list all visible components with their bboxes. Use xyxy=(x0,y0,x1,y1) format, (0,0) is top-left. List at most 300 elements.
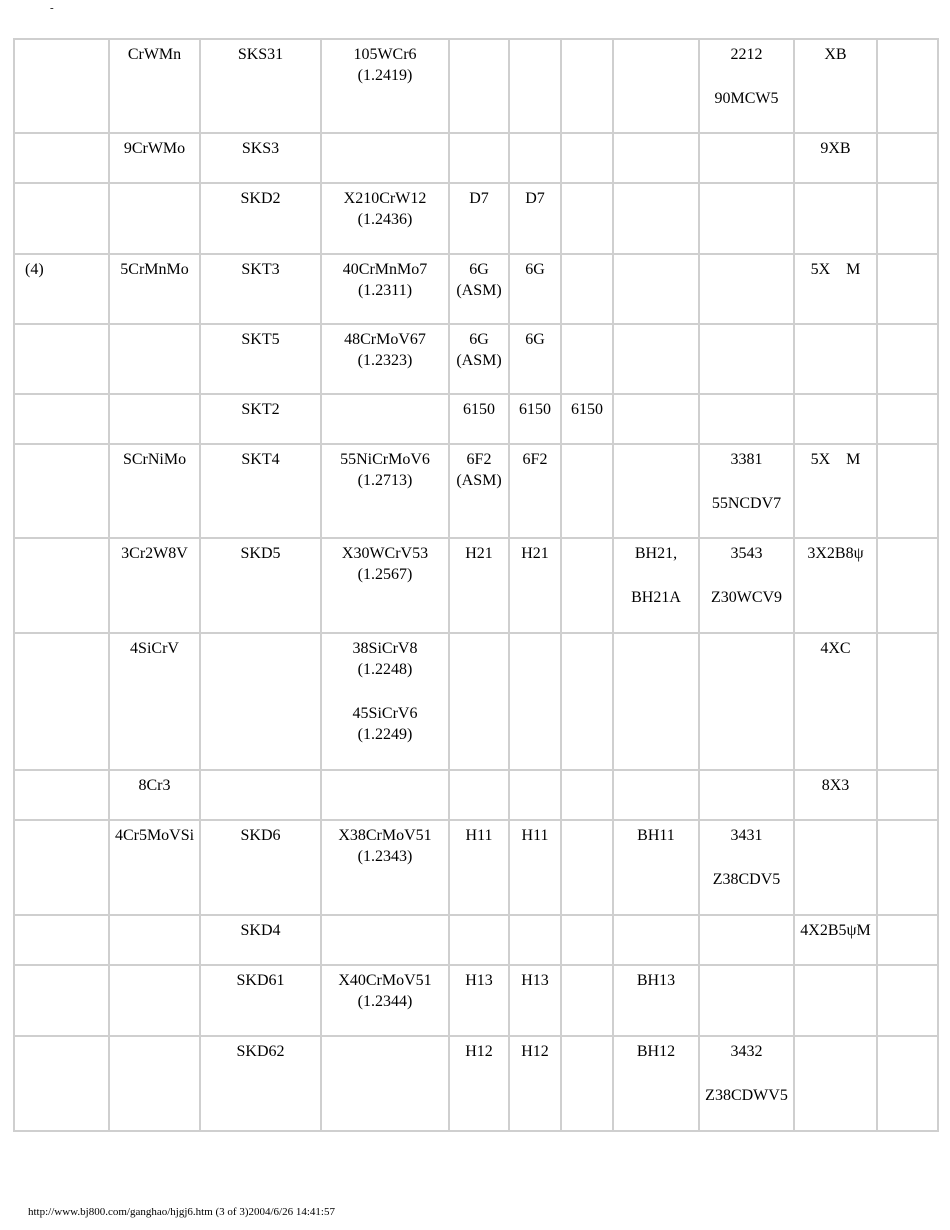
cell-line: (ASM) xyxy=(456,282,502,299)
cell-bs xyxy=(614,916,700,966)
cell-line xyxy=(25,188,107,211)
cell-bs xyxy=(614,445,700,539)
cell-line xyxy=(563,138,611,161)
cell-line xyxy=(563,920,611,943)
cell-astm xyxy=(450,634,510,771)
cell-jis xyxy=(201,966,322,1037)
cell-din xyxy=(322,771,450,821)
cell-din xyxy=(322,539,450,634)
table-row xyxy=(15,916,939,966)
cell-jis xyxy=(201,916,322,966)
cell-line: BH11 xyxy=(637,827,675,844)
cell-sae xyxy=(562,184,614,255)
cell-line xyxy=(879,543,936,566)
cell-aisi xyxy=(510,40,562,134)
cell-group xyxy=(15,1037,110,1132)
cell-line xyxy=(563,259,611,282)
cell-line xyxy=(451,920,507,943)
cell-bs xyxy=(614,821,700,916)
cell-astm xyxy=(450,445,510,539)
cell-line xyxy=(451,638,507,661)
cell-line: SKD4 xyxy=(240,922,281,939)
cell-bs xyxy=(614,539,700,634)
cell-line: 2212 xyxy=(730,46,763,63)
cell-line xyxy=(701,970,792,993)
cell-sae xyxy=(562,395,614,445)
cell-line: 6F2 xyxy=(522,451,548,468)
cell-aisi xyxy=(510,184,562,255)
cell-line: H21 xyxy=(465,545,493,562)
cell-din xyxy=(322,40,450,134)
cell-sae xyxy=(562,966,614,1037)
cell-line: (1.2567) xyxy=(357,566,413,583)
cell-line: (1.2311) xyxy=(357,282,413,299)
cell-nf xyxy=(700,966,795,1037)
cell-extra xyxy=(878,1037,939,1132)
cell-extra xyxy=(878,40,939,134)
cell-line xyxy=(796,188,875,211)
cell-din xyxy=(322,134,450,184)
cell-line xyxy=(323,399,447,422)
cell-aisi xyxy=(510,916,562,966)
cell-jis xyxy=(201,539,322,634)
cell-line: 3X2B8ψ xyxy=(807,545,864,562)
cell-line xyxy=(323,1041,447,1064)
cell-gost xyxy=(795,395,878,445)
cell-nf xyxy=(700,325,795,395)
cell-jis xyxy=(201,771,322,821)
cell-nf xyxy=(700,1037,795,1132)
cell-line xyxy=(615,920,697,943)
cell-line xyxy=(511,44,559,67)
cell-line xyxy=(511,138,559,161)
cell-nf xyxy=(700,40,795,134)
cell-line xyxy=(615,188,697,211)
cell-line: BH13 xyxy=(636,972,676,989)
cell-line xyxy=(25,44,107,67)
cell-gost xyxy=(795,771,878,821)
cell-line xyxy=(615,259,697,282)
cell-line xyxy=(879,44,936,67)
cell-line xyxy=(202,775,319,798)
cell-line: 8X3 xyxy=(821,777,850,794)
cell-line xyxy=(25,638,107,661)
cell-line: D7 xyxy=(525,190,545,207)
cell-line: SKD5 xyxy=(240,545,281,562)
cell-line: D7 xyxy=(469,190,489,207)
cell-jis xyxy=(201,445,322,539)
cell-line xyxy=(111,970,198,993)
cell-line: CrWMn xyxy=(127,46,182,63)
cell-line: 38SiCrV8 xyxy=(352,640,418,657)
cell-line xyxy=(511,638,559,661)
cell-gost xyxy=(795,255,878,325)
cell-jis xyxy=(201,255,322,325)
cell-sae xyxy=(562,916,614,966)
cell-line: (1.2713) xyxy=(357,472,413,489)
cell-line xyxy=(323,775,447,798)
cell-line: BH21A xyxy=(631,589,681,606)
cell-group xyxy=(15,539,110,634)
cell-bs xyxy=(614,634,700,771)
cell-line xyxy=(202,638,319,661)
cell-line: 6150 xyxy=(571,401,603,418)
cell-extra xyxy=(878,184,939,255)
cell-line: 6G xyxy=(525,331,545,348)
cell-nf xyxy=(700,539,795,634)
cell-line xyxy=(25,825,107,848)
cell-line xyxy=(615,329,697,352)
cell-line: SKT4 xyxy=(241,451,280,468)
cell-line: 6F2 xyxy=(466,451,492,468)
cell-aisi xyxy=(510,255,562,325)
cell-astm xyxy=(450,1037,510,1132)
cell-line xyxy=(451,44,507,67)
cell-line xyxy=(111,920,198,943)
cell-aisi xyxy=(510,966,562,1037)
cell-gost xyxy=(795,134,878,184)
page-top-mark: - xyxy=(50,2,54,14)
cell-extra xyxy=(878,255,939,325)
cell-sae xyxy=(562,40,614,134)
cell-line: XB xyxy=(824,46,847,63)
cell-line xyxy=(111,188,198,211)
cell-line xyxy=(615,449,697,472)
cell-aisi xyxy=(510,771,562,821)
cell-gb-grade xyxy=(110,325,201,395)
cell-line: (1.2323) xyxy=(357,352,413,369)
cell-line xyxy=(701,138,792,161)
cell-bs xyxy=(614,255,700,325)
cell-line xyxy=(701,775,792,798)
cell-line: X30WCrV53 xyxy=(341,545,429,562)
cell-line: 3543 xyxy=(730,545,763,562)
cell-group xyxy=(15,445,110,539)
cell-line: Z38CDWV5 xyxy=(705,1087,788,1104)
cell-line xyxy=(25,920,107,943)
cell-line: X40CrMoV51 xyxy=(338,972,432,989)
cell-astm xyxy=(450,255,510,325)
cell-group xyxy=(15,821,110,916)
cell-line xyxy=(796,825,875,848)
table-row xyxy=(15,445,939,539)
cell-line: 3Cr2W8V xyxy=(121,545,188,562)
cell-line xyxy=(879,638,936,661)
cell-group xyxy=(15,916,110,966)
cell-line xyxy=(563,825,611,848)
cell-line xyxy=(25,543,107,566)
cell-line xyxy=(701,259,792,282)
cell-extra xyxy=(878,539,939,634)
cell-line: SKD62 xyxy=(236,1043,285,1060)
cell-line: (4) xyxy=(25,261,44,278)
table-row xyxy=(15,821,939,916)
cell-line xyxy=(879,399,936,422)
cell-gb-grade xyxy=(110,184,201,255)
cell-din xyxy=(322,325,450,395)
cell-line: SKT3 xyxy=(241,261,280,278)
cell-gb-grade xyxy=(110,255,201,325)
cell-line xyxy=(701,399,792,422)
cell-line xyxy=(25,449,107,472)
cell-jis xyxy=(201,325,322,395)
cell-group xyxy=(15,771,110,821)
cell-line xyxy=(323,138,447,161)
cell-sae xyxy=(562,134,614,184)
cell-line xyxy=(796,399,875,422)
cell-line xyxy=(25,970,107,993)
cell-line: H12 xyxy=(521,1043,549,1060)
cell-group xyxy=(15,325,110,395)
cell-sae xyxy=(562,821,614,916)
cell-astm xyxy=(450,771,510,821)
cell-line xyxy=(451,775,507,798)
cell-line: 90MCW5 xyxy=(714,90,779,107)
cell-line: SCrNiMo xyxy=(122,451,187,468)
cell-line xyxy=(701,920,792,943)
cell-line: 5X M xyxy=(810,261,861,278)
cell-gb-grade xyxy=(110,821,201,916)
cell-line: (ASM) xyxy=(456,472,502,489)
cell-astm xyxy=(450,916,510,966)
cell-aisi xyxy=(510,634,562,771)
cell-line: SKS31 xyxy=(237,46,284,63)
cell-line xyxy=(701,470,792,493)
cell-gost xyxy=(795,445,878,539)
cell-din xyxy=(322,395,450,445)
cell-din xyxy=(322,634,450,771)
cell-line: 4SiCrV xyxy=(130,640,179,657)
cell-line: (1.2436) xyxy=(357,211,413,228)
cell-astm xyxy=(450,134,510,184)
cell-nf xyxy=(700,634,795,771)
cell-line: (1.2248) xyxy=(357,661,413,678)
cell-din xyxy=(322,255,450,325)
cell-line xyxy=(701,65,792,88)
cell-line: 8Cr3 xyxy=(138,777,171,794)
cell-line xyxy=(111,1041,198,1064)
table-body xyxy=(15,40,939,1132)
cell-jis xyxy=(201,395,322,445)
cell-sae xyxy=(562,445,614,539)
cell-line: BH21, xyxy=(634,545,678,562)
cell-aisi xyxy=(510,325,562,395)
cell-line: (ASM) xyxy=(456,352,502,369)
cell-line xyxy=(796,1041,875,1064)
cell-gb-grade xyxy=(110,771,201,821)
cell-bs xyxy=(614,1037,700,1132)
cell-bs xyxy=(614,966,700,1037)
cell-din xyxy=(322,445,450,539)
cell-line xyxy=(879,1041,936,1064)
cell-sae xyxy=(562,325,614,395)
table-row xyxy=(15,40,939,134)
cell-din xyxy=(322,966,450,1037)
cell-line: SKT5 xyxy=(241,331,280,348)
table-row xyxy=(15,539,939,634)
cell-line: 3432 xyxy=(730,1043,763,1060)
cell-line xyxy=(879,825,936,848)
cell-gb-grade xyxy=(110,445,201,539)
cell-line xyxy=(563,775,611,798)
cell-extra xyxy=(878,395,939,445)
page-footer-url: http://www.bj800.com/ganghao/hjgj6.htm (3 of 3)2004/6/26 14:41:57 xyxy=(28,1206,335,1218)
cell-group xyxy=(15,184,110,255)
cell-aisi xyxy=(510,445,562,539)
cell-line: SKD6 xyxy=(240,827,281,844)
cell-astm xyxy=(450,325,510,395)
cell-line xyxy=(701,638,792,661)
cell-line xyxy=(563,970,611,993)
cell-bs xyxy=(614,40,700,134)
cell-line xyxy=(563,188,611,211)
cell-sae xyxy=(562,771,614,821)
cell-gost xyxy=(795,1037,878,1132)
cell-line xyxy=(796,329,875,352)
cell-gb-grade xyxy=(110,395,201,445)
cell-extra xyxy=(878,966,939,1037)
cell-line: 9CrWMo xyxy=(123,140,186,157)
cell-line xyxy=(25,399,107,422)
cell-line xyxy=(879,188,936,211)
cell-line: Z38CDV5 xyxy=(712,871,781,888)
cell-gb-grade xyxy=(110,916,201,966)
cell-line xyxy=(879,775,936,798)
cell-line: H13 xyxy=(521,972,549,989)
cell-group xyxy=(15,40,110,134)
cell-line: SKD61 xyxy=(236,972,285,989)
cell-line xyxy=(615,638,697,661)
cell-aisi xyxy=(510,539,562,634)
cell-sae xyxy=(562,255,614,325)
cell-nf xyxy=(700,255,795,325)
cell-aisi xyxy=(510,134,562,184)
cell-line xyxy=(25,775,107,798)
table-row xyxy=(15,325,939,395)
cell-group xyxy=(15,134,110,184)
cell-extra xyxy=(878,821,939,916)
cell-line xyxy=(25,1041,107,1064)
cell-gb-grade xyxy=(110,1037,201,1132)
cell-bs xyxy=(614,325,700,395)
cell-nf xyxy=(700,395,795,445)
cell-line: (1.2419) xyxy=(357,67,413,84)
cell-line: X210CrW12 xyxy=(343,190,427,207)
cell-gb-grade xyxy=(110,634,201,771)
cell-gost xyxy=(795,821,878,916)
cell-line xyxy=(701,1062,792,1085)
cell-aisi xyxy=(510,1037,562,1132)
cell-line: 55NCDV7 xyxy=(711,495,782,512)
cell-gb-grade xyxy=(110,134,201,184)
cell-line: Z30WCV9 xyxy=(710,589,783,606)
cell-line: (1.2249) xyxy=(357,726,413,743)
cell-din xyxy=(322,184,450,255)
cell-line: 5X M xyxy=(810,451,861,468)
cell-nf xyxy=(700,445,795,539)
cell-jis xyxy=(201,821,322,916)
cell-line: X38CrMoV51 xyxy=(338,827,432,844)
cell-line xyxy=(323,920,447,943)
cell-gost xyxy=(795,184,878,255)
cell-bs xyxy=(614,184,700,255)
table-row xyxy=(15,966,939,1037)
cell-sae xyxy=(562,634,614,771)
cell-line: 48CrMoV67 xyxy=(344,331,426,348)
table-row xyxy=(15,771,939,821)
cell-gost xyxy=(795,539,878,634)
cell-jis xyxy=(201,184,322,255)
cell-line: H12 xyxy=(465,1043,493,1060)
cell-line: H11 xyxy=(465,827,493,844)
cell-line: BH12 xyxy=(636,1043,676,1060)
cell-astm xyxy=(450,395,510,445)
cell-line: SKD2 xyxy=(240,190,281,207)
cell-bs xyxy=(614,771,700,821)
cell-gost xyxy=(795,40,878,134)
cell-line: 6150 xyxy=(463,401,495,418)
cell-line: (1.2344) xyxy=(357,993,413,1010)
cell-aisi xyxy=(510,395,562,445)
cell-line xyxy=(615,564,697,587)
cell-line: 5CrMnMo xyxy=(120,261,189,278)
cell-jis xyxy=(201,634,322,771)
cell-nf xyxy=(700,134,795,184)
cell-astm xyxy=(450,40,510,134)
cell-line xyxy=(879,920,936,943)
cell-gost xyxy=(795,325,878,395)
cell-gost xyxy=(795,966,878,1037)
cell-line: 4Cr5MoVSi xyxy=(114,827,195,844)
cell-line: 6G xyxy=(525,261,545,278)
cell-line xyxy=(879,970,936,993)
cell-nf xyxy=(700,821,795,916)
cell-line: 55NiCrMoV6 xyxy=(340,451,430,468)
cell-astm xyxy=(450,966,510,1037)
cell-line: H13 xyxy=(465,972,493,989)
table-row xyxy=(15,134,939,184)
cell-line xyxy=(323,680,447,703)
cell-jis xyxy=(201,40,322,134)
cell-din xyxy=(322,916,450,966)
cell-group xyxy=(15,395,110,445)
cell-line: 105WCr6 xyxy=(353,46,417,63)
cell-line: 9XB xyxy=(820,140,851,157)
cell-gb-grade xyxy=(110,40,201,134)
cell-extra xyxy=(878,916,939,966)
cell-group xyxy=(15,255,110,325)
cell-line: 6150 xyxy=(519,401,551,418)
cell-bs xyxy=(614,395,700,445)
cell-nf xyxy=(700,916,795,966)
cell-nf xyxy=(700,771,795,821)
cell-line xyxy=(879,329,936,352)
cell-line: H11 xyxy=(521,827,549,844)
cell-line xyxy=(25,329,107,352)
cell-sae xyxy=(562,539,614,634)
cell-line: 6G xyxy=(469,331,489,348)
cell-line xyxy=(701,329,792,352)
cell-line: SKS3 xyxy=(241,140,280,157)
cell-nf xyxy=(700,184,795,255)
cell-line xyxy=(879,449,936,472)
cell-line: 40CrMnMo7 xyxy=(342,261,428,278)
cell-bs xyxy=(614,134,700,184)
cell-line: 3431 xyxy=(730,827,763,844)
cell-line xyxy=(111,329,198,352)
cell-line xyxy=(111,399,198,422)
steel-grade-comparison-table xyxy=(13,38,939,1132)
